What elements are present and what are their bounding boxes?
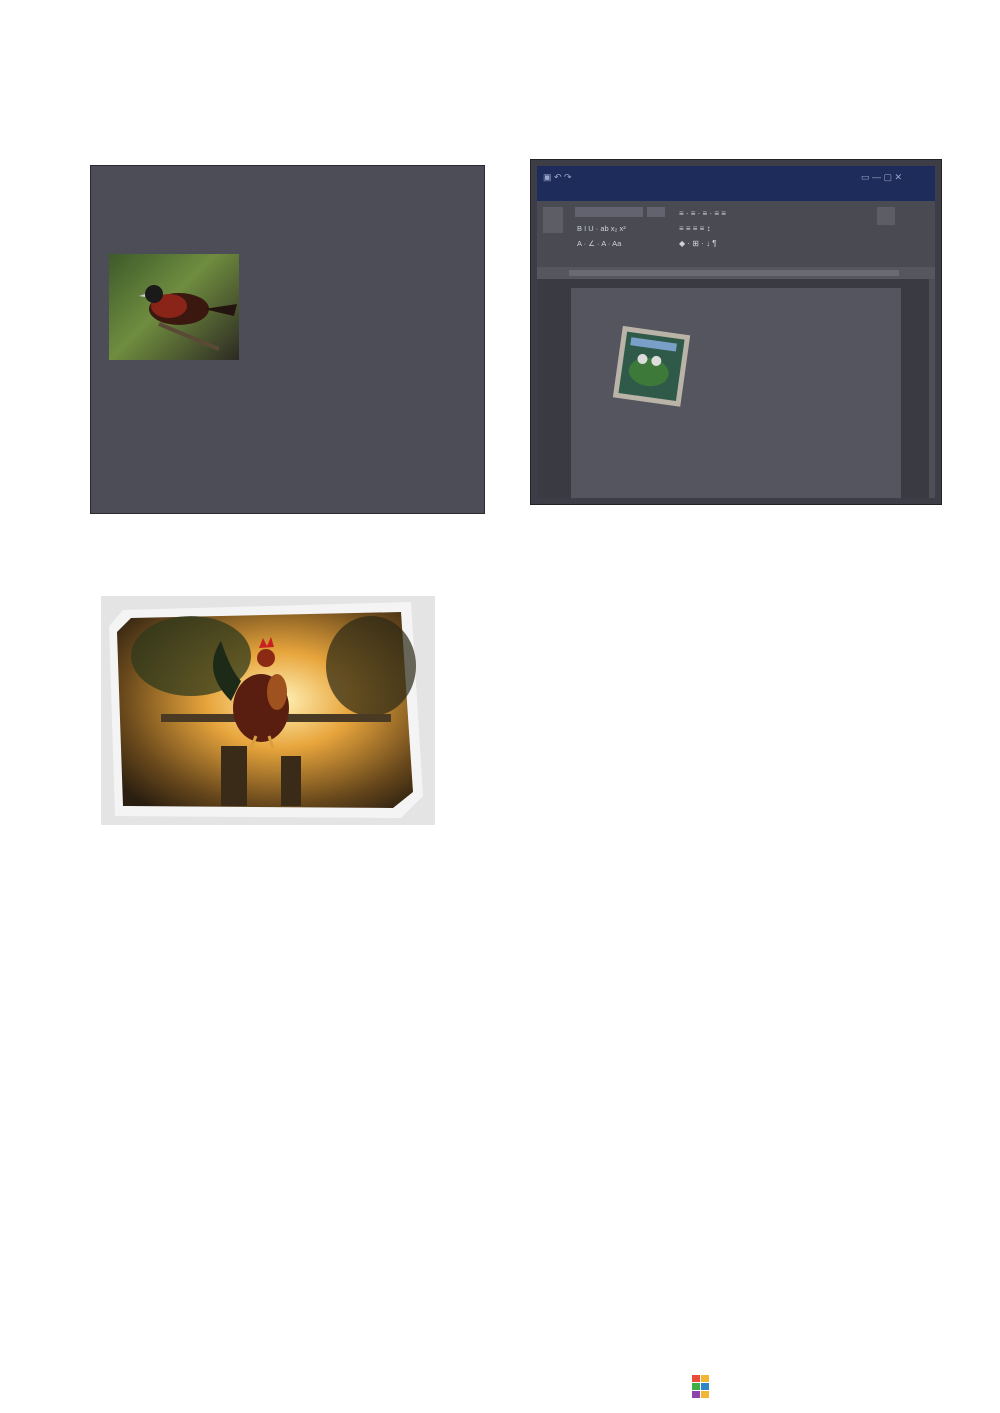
format-icons: B I U · ab x₂ x² [577, 224, 626, 233]
ruler [569, 270, 899, 276]
bird-image [109, 254, 239, 360]
heart-border-top [0, 0, 1000, 22]
font-name-field [575, 207, 643, 217]
color-icons: A · ∠ · A · Aa [577, 239, 622, 248]
frog-clipart [613, 326, 690, 407]
align-icons: ≡ ≡ ≡ ≡ ↕ [679, 224, 711, 233]
liveworksheets-logo[interactable] [692, 1372, 718, 1403]
font-size-field [647, 207, 665, 217]
paste-icon [543, 207, 563, 233]
rooster-image [101, 596, 435, 825]
window-controls-icon: ▭ — ▢ ✕ [861, 172, 903, 182]
paragraph-icons: ≡ · ≡ · ≡ · ≡ ≡ [679, 209, 726, 218]
shading-icons: ◆ · ⊞ · ↓ ¶ [679, 239, 717, 248]
heart-border-bottom [0, 1391, 1000, 1413]
figure-bo-cac-example [90, 165, 485, 514]
heart-border-left [0, 0, 22, 1413]
figure-word-screenshot [530, 159, 942, 505]
liveworksheets-logo-icon [692, 1375, 718, 1399]
find-icon [877, 207, 895, 225]
scrollbar [929, 279, 935, 498]
save-icon: ▣ ↶ ↷ [543, 172, 572, 182]
heart-border-right [978, 0, 1000, 1413]
